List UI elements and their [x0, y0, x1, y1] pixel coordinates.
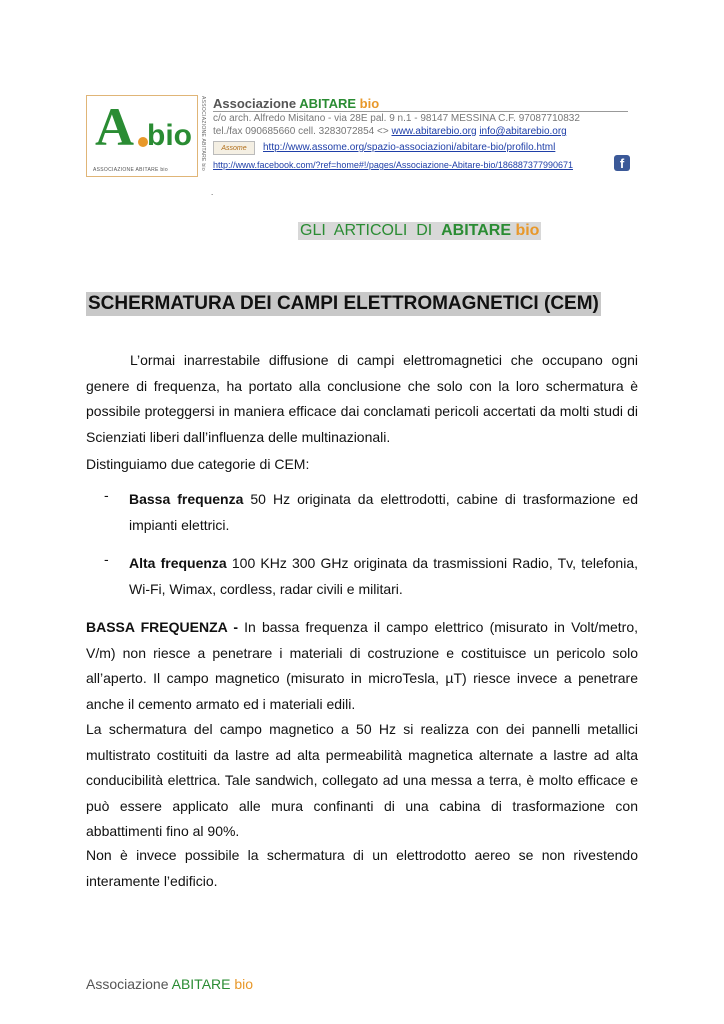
- list-item-low-frequency: Bassa frequenza 50 Hz originata da elettrodotti, cabine di trasformazione ed impianti elettrici.: [129, 491, 638, 533]
- assome-badge[interactable]: Assome: [213, 141, 255, 155]
- assome-link-wrap: [263, 142, 555, 153]
- header-address: c/o arch. Alfredo Misitano - via 28E pal. 9 n.1 - 98147 MESSINA C.F. 97087710832: [213, 113, 580, 124]
- page-title: SCHERMATURA DEI CAMPI ELETTROMAGNETICI (CEM): [88, 293, 599, 314]
- bullet-mark: -: [104, 487, 109, 503]
- facebook-link[interactable]: http://www.facebook.com/?ref=home#!/pages/Associazione-Abitare-bio/186887377990671: [213, 160, 573, 170]
- section-heading: GLI ARTICOLI DI ABITARE bio: [300, 222, 540, 239]
- email-link[interactable]: info@abitarebio.org: [479, 126, 567, 137]
- bullet-mark: -: [104, 551, 109, 567]
- assome-link[interactable]: http://www.assome.org/spazio-associazioni/abitare-bio/profilo.html: [263, 142, 556, 153]
- logo-letter: A: [95, 97, 134, 157]
- logo-word: bio: [147, 119, 192, 152]
- website-link[interactable]: www.abitarebio.org: [391, 126, 477, 137]
- paragraph-power-line: Non è invece possibile la schermatura di un elettrodotto aereo se non rivestendo interamente l’edificio.: [86, 847, 638, 889]
- paragraph-low-frequency: BASSA FREQUENZA - In bassa frequenza il campo elettrico (misurato in Volt/metro, V/m) non riesce a penetrare i materiali di costruzione e costituisce un pericolo solo all’aperto. Il campo magnetico (misurato in microTesla, µT) riesce invece a penetrare anche il cemento armato ed i materiali edili.: [86, 619, 638, 712]
- paragraph-shielding: La schermatura del campo magnetico a 50 Hz si realizza con dei pannelli metallici multistrato costituiti da lastre ad alta permeabilità magnetica alternate a lastre ad alta conducibilità elettrica. Tale sandwich, collegato ad una messa a terra, è molto efficace e può essere applicato alle mura confinanti di una cabina di trasformazione con abbattimenti fino al 90%.: [86, 721, 638, 839]
- logo: [86, 95, 198, 177]
- header-phone: tel./fax 090685660 cell. 3283072854 <>: [213, 126, 392, 137]
- list-item-high-frequency: Alta frequenza 100 KHz 300 GHz originata da trasmissioni Radio, Tv, telefonia, Wi-Fi, Wimax, cordless, radar civili e militari.: [129, 555, 638, 597]
- facebook-icon[interactable]: f: [614, 155, 630, 171]
- association-title: Associazione ABITARE bio: [213, 96, 380, 111]
- paragraph-intro: L’ormai inarrestabile diffusione di campi elettromagnetici che occupano ogni genere di frequenza, ha portato alla conclusione che solo con la loro schermatura è possibile proteggersi in maniera efficace dai conclamati pericoli accertati da molti studi di Scienziati liberi dall’influenza delle multinazionali.: [86, 352, 638, 445]
- logo-subtitle: ASSOCIAZIONE ABITARE bio: [93, 167, 168, 173]
- paragraph-categories: Distinguiamo due categorie di CEM:: [86, 456, 310, 472]
- facebook-link-wrap: [213, 160, 573, 170]
- header-contacts: [213, 126, 567, 137]
- logo-side-text: ASSOCIAZIONE ABITARE bio: [200, 96, 206, 171]
- header-divider: [213, 111, 628, 112]
- header-dot: .: [211, 188, 214, 197]
- footer: Associazione ABITARE bio: [86, 976, 254, 992]
